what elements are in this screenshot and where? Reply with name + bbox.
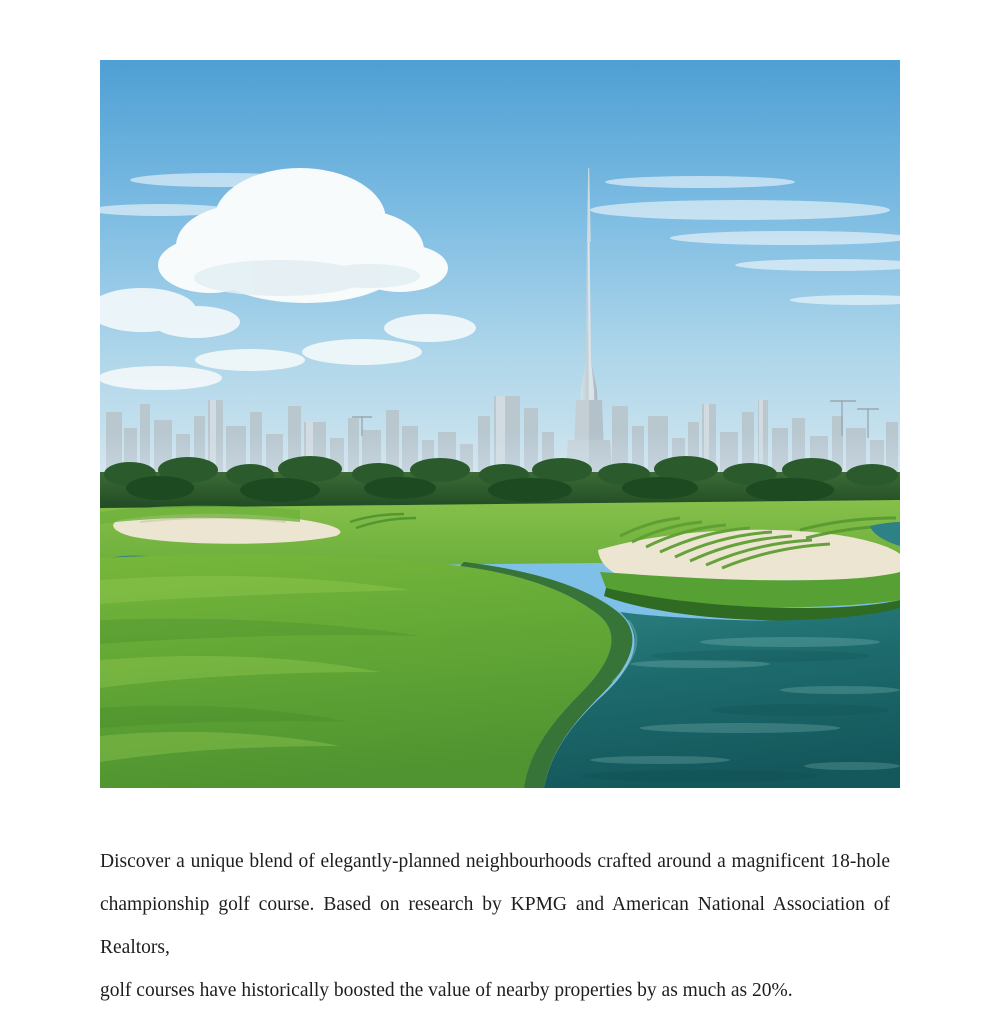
dubai-skyline-golf-course-photo — [100, 60, 900, 788]
caption-line-1: Discover a unique blend of elegantly-planned neighbourhoods crafted around a magnificent 18-hole — [100, 851, 890, 872]
caption-paragraph — [100, 840, 890, 1012]
hero-image — [100, 60, 900, 788]
caption-line-3: golf courses have historically boosted the value of nearby properties by as much as 20%. — [100, 980, 793, 1001]
caption-line-2: championship golf course. Based on research by KPMG and American National Association of Realtors, — [100, 894, 890, 958]
caption-text — [100, 840, 890, 1012]
